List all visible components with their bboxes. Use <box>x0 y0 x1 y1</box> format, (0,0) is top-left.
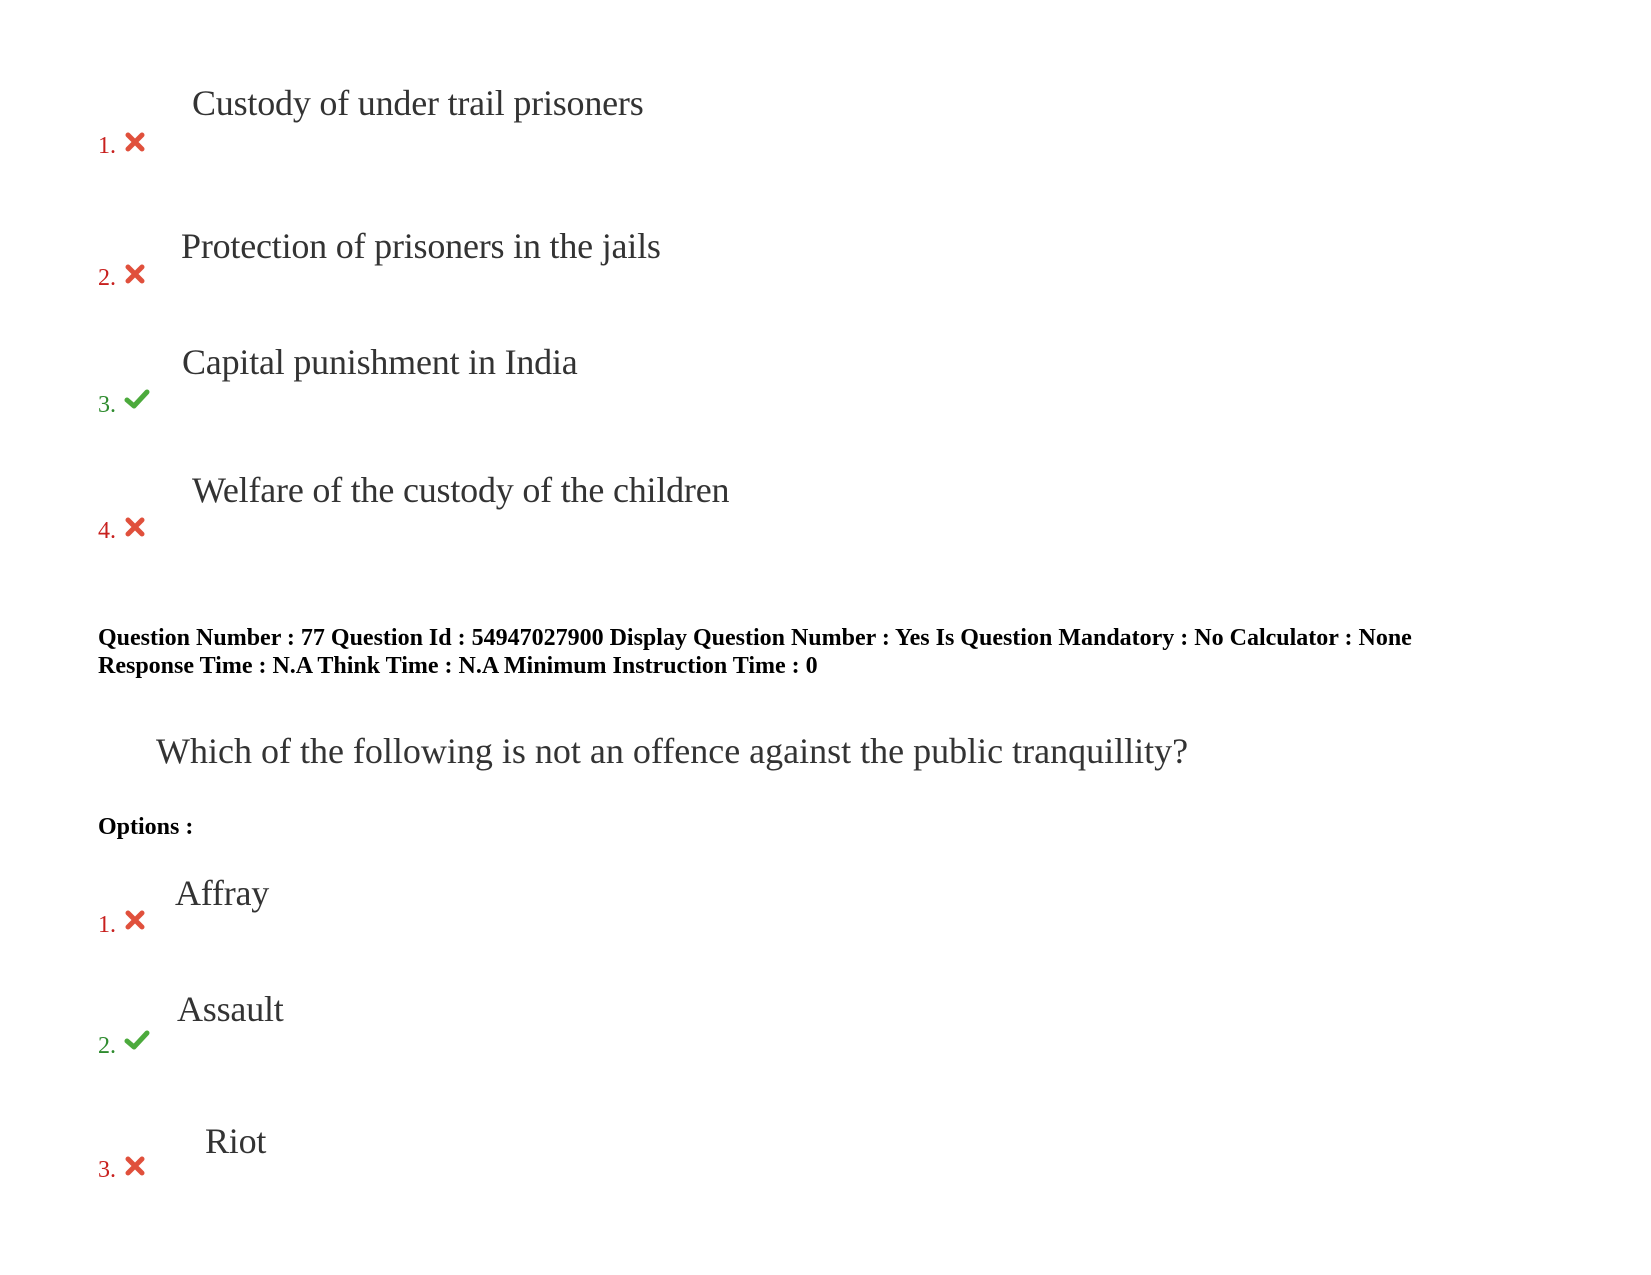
check-icon <box>124 1030 150 1050</box>
options-label: Options : <box>98 814 194 840</box>
option-text: Custody of under trail prisoners <box>192 83 644 123</box>
option-number: 4. <box>98 518 116 544</box>
option-text: Protection of prisoners in the jails <box>181 226 661 266</box>
question-metadata <box>98 624 1412 680</box>
cross-icon <box>124 910 146 930</box>
cross-icon <box>124 264 146 284</box>
cross-icon <box>124 132 146 152</box>
option-text: Riot <box>205 1121 267 1161</box>
cross-icon <box>124 1156 146 1176</box>
check-icon <box>124 389 150 409</box>
option-number: 1. <box>98 912 116 938</box>
metadata-line-2: Response Time : N.A Think Time : N.A Minimum Instruction Time : 0 <box>98 653 818 679</box>
option-number: 1. <box>98 133 116 159</box>
option-text: Assault <box>177 989 284 1029</box>
cross-icon <box>124 517 146 537</box>
option-number: 3. <box>98 392 116 418</box>
option-text: Capital punishment in India <box>182 342 578 382</box>
option-number: 2. <box>98 1033 116 1059</box>
option-number: 2. <box>98 265 116 291</box>
option-number: 3. <box>98 1157 116 1183</box>
option-text: Affray <box>175 873 270 913</box>
metadata-line-1: Question Number : 77 Question Id : 54947027900 Display Question Number : Yes Is Question Mandatory : No Calculator : None <box>98 625 1412 651</box>
question-text: Which of the following is not an offence against the public tranquillity? <box>156 731 1189 771</box>
option-text: Welfare of the custody of the children <box>192 470 730 510</box>
